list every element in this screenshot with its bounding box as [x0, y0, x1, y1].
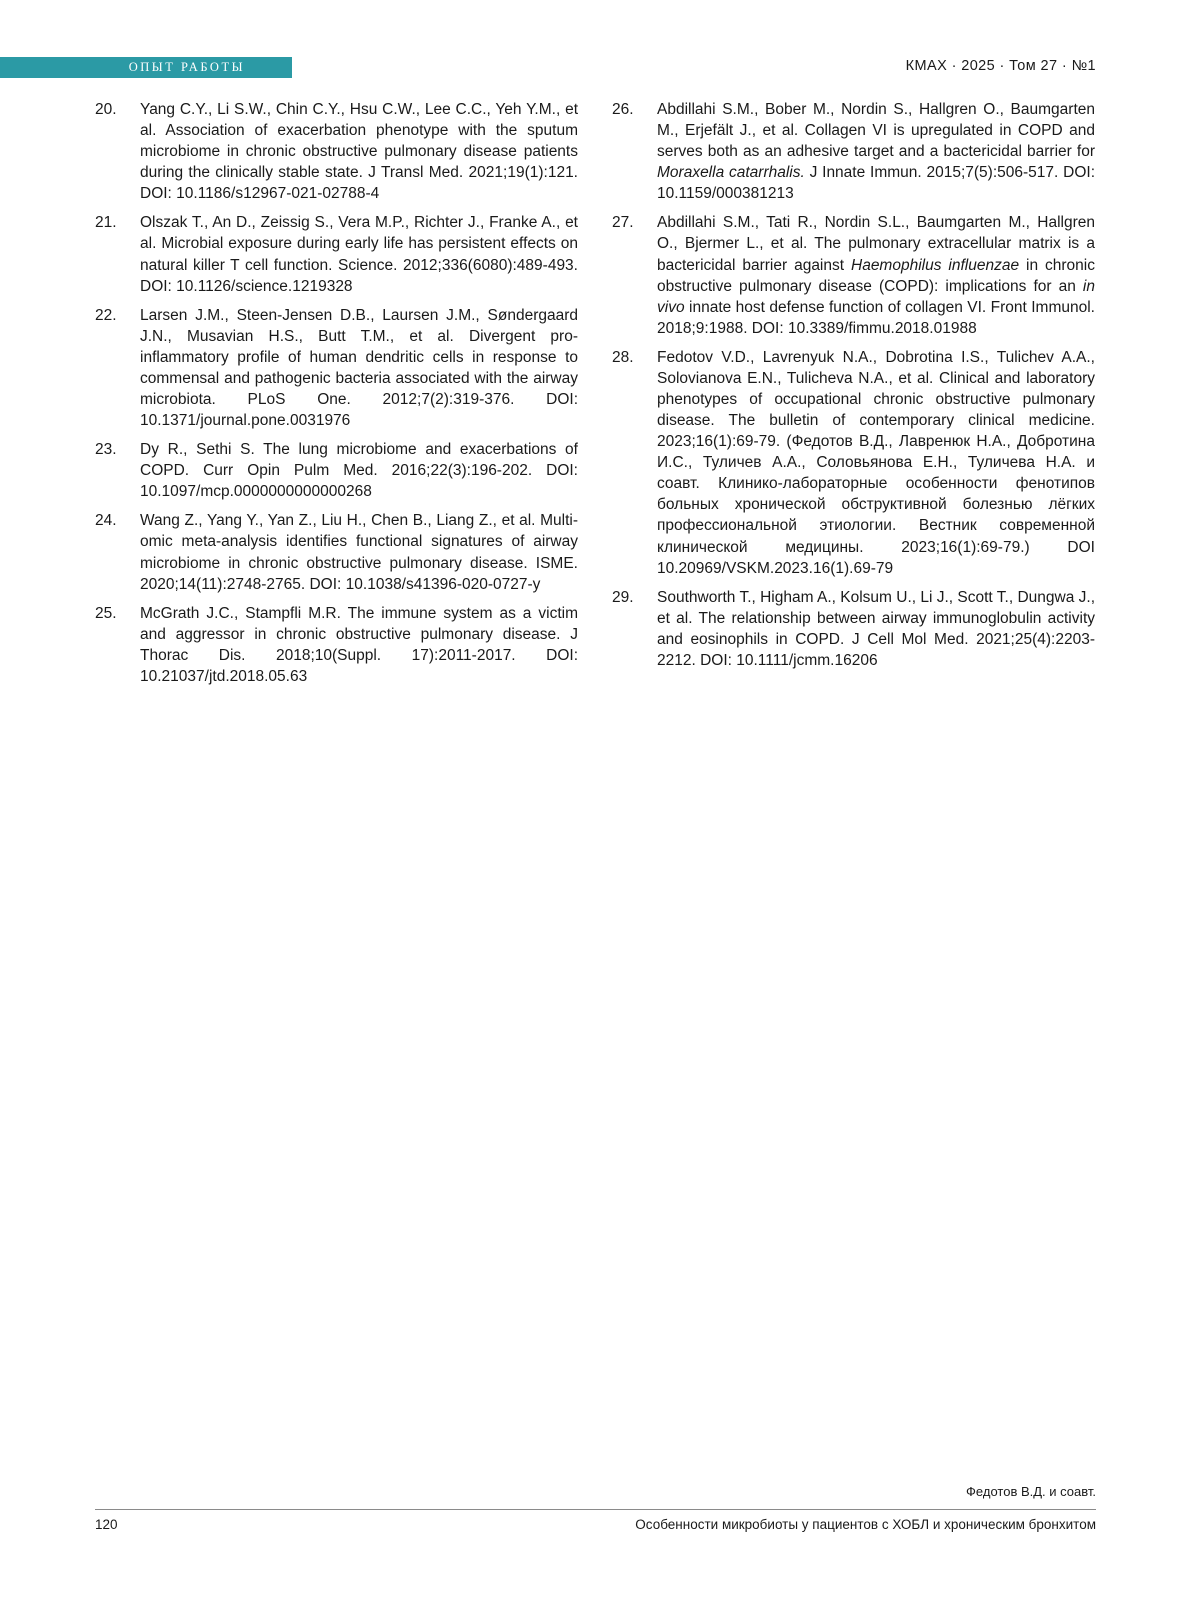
reference-text: Southworth T., Higham A., Kolsum U., Li J., Scott T., Dungwa J., et al. The relationship between airway immunoglobulin activity and eosinophils in COPD. J Cell Mol Med. 2021;25(4):2203-2212. DOI: 10.1111/jcmm.16206: [657, 588, 1095, 669]
reference-number: 29.: [612, 588, 634, 606]
reference-number: 24.: [95, 512, 117, 530]
reference-item: [612, 212, 1095, 338]
page-footer: [95, 1517, 1096, 1532]
footer-article-title: Особенности микробиоты у пациентов с ХОБЛ и хроническим бронхитом: [635, 1517, 1096, 1532]
reference-item: [95, 99, 578, 204]
section-label: ОПЫТ РАБОТЫ: [128, 60, 245, 74]
reference-item: [612, 347, 1095, 579]
references-left-column: [95, 99, 578, 695]
reference-number: 26.: [612, 101, 634, 118]
reference-number: 20.: [95, 101, 117, 118]
reference-item: [612, 587, 1095, 671]
reference-item: [95, 510, 578, 594]
reference-text: Abdillahi S.M., Tati R., Nordin S.L., Baumgarten M., Hallgren O., Bjermer L., et al. The pulmonary extracellular matrix is a bactericidal barrier against Haemophilus influenzae in chronic obstructive pulmonary disease (COPD): implications for an in vivo innate host defense function of collagen VI. Front Immunol. 2018;9:1988. DOI: 10.3389/fimmu.2018.01988: [657, 214, 1095, 337]
reference-text: Abdillahi S.M., Bober M., Nordin S., Hallgren O., Baumgarten M., Erjefält J., et al. Collagen VI is upregulated in COPD and serves both as an adhesive target and a bactericidal barrier for Moraxella catarrhalis. J Innate Immun. 2015;7(5):506-517. DOI: 10.1159/000381213: [657, 101, 1095, 203]
reference-item: [95, 212, 578, 296]
references-section: [95, 99, 1096, 695]
footer-authors: Федотов В.Д. и соавт.: [966, 1484, 1096, 1499]
reference-text: Fedotov V.D., Lavrenyuk N.A., Dobrotina I.S., Tulichev A.A., Solovianova E.N., Tulicheva N.A., et al. Clinical and laboratory phenotypes of occupational chronic obstructive pulmonary disease. The bulletin of contemporary clinical medicine. 2023;16(1):69-79. (Федотов В.Д., Лавренюк Н.А., Добротина И.С., Туличев А.А., Соловьянова Е.Н., Туличева Н.А. и соавт. Клинико-лабораторные особенности фенотипов больных хронической обструктивной болезнью лёгких профессиональной этиологии. Вестник современной клинической медицины. 2023;16(1):69-79.) DOI 10.20969/VSKM.2023.16(1).69-79: [657, 348, 1095, 577]
reference-text: Larsen J.M., Steen-Jensen D.B., Laursen J.M., Søndergaard J.N., Musavian H.S., Butt T.M., et al. Divergent pro-inflammatory profile of human dendritic cells in response to commensal and pathogenic bacteria associated with the airway microbiota. PLoS One. 2012;7(2):319-376. DOI: 10.1371/journal.pone.0031976: [140, 306, 578, 430]
reference-text: Olszak T., An D., Zeissig S., Vera M.P., Richter J., Franke A., et al. Microbial exposure during early life has persistent effects on natural killer T cell function. Science. 2012;336(6080):489-493. DOI: 10.1126/science.1219328: [140, 214, 578, 295]
reference-item: [95, 439, 578, 502]
reference-number: 27.: [612, 214, 634, 232]
journal-info: КМАХ · 2025 · Том 27 · №1: [905, 58, 1096, 74]
reference-number: 28.: [612, 348, 634, 366]
reference-text: Yang C.Y., Li S.W., Chin C.Y., Hsu C.W., Lee C.C., Yeh Y.M., et al. Association of exacerbation phenotype with the sputum microbiome in chronic obstructive pulmonary disease patients during the clinically stable state. J Transl Med. 2021;19(1):121. DOI: 10.1186/s12967-021-02788-4: [140, 101, 578, 203]
reference-number: 21.: [95, 214, 117, 232]
page-number: 120: [95, 1517, 118, 1532]
reference-text: Dy R., Sethi S. The lung microbiome and exacerbations of COPD. Curr Opin Pulm Med. 2016;22(3):196-202. DOI: 10.1097/mcp.0000000000000268: [140, 441, 578, 501]
reference-text: Wang Z., Yang Y., Yan Z., Liu H., Chen B., Liang Z., et al. Multi-omic meta-analysis identifies functional signatures of airway microbiome in chronic obstructive pulmonary disease. ISME. 2020;14(11):2748-2765. DOI: 10.1038/s41396-020-0727-y: [140, 512, 578, 593]
reference-text: McGrath J.C., Stampfli M.R. The immune system as a victim and aggressor in chronic obstructive pulmonary disease. J Thorac Dis. 2018;10(Suppl. 17):2011-2017. DOI: 10.21037/jtd.2018.05.63: [140, 604, 578, 685]
reference-number: 25.: [95, 604, 117, 622]
reference-number: 22.: [95, 306, 117, 324]
references-right-column: [612, 99, 1095, 695]
reference-item: [95, 603, 578, 687]
reference-number: 23.: [95, 441, 117, 459]
footer-divider: [95, 1509, 1096, 1510]
reference-item: [612, 99, 1095, 204]
reference-item: [95, 305, 578, 431]
section-label-badge: [0, 57, 292, 78]
